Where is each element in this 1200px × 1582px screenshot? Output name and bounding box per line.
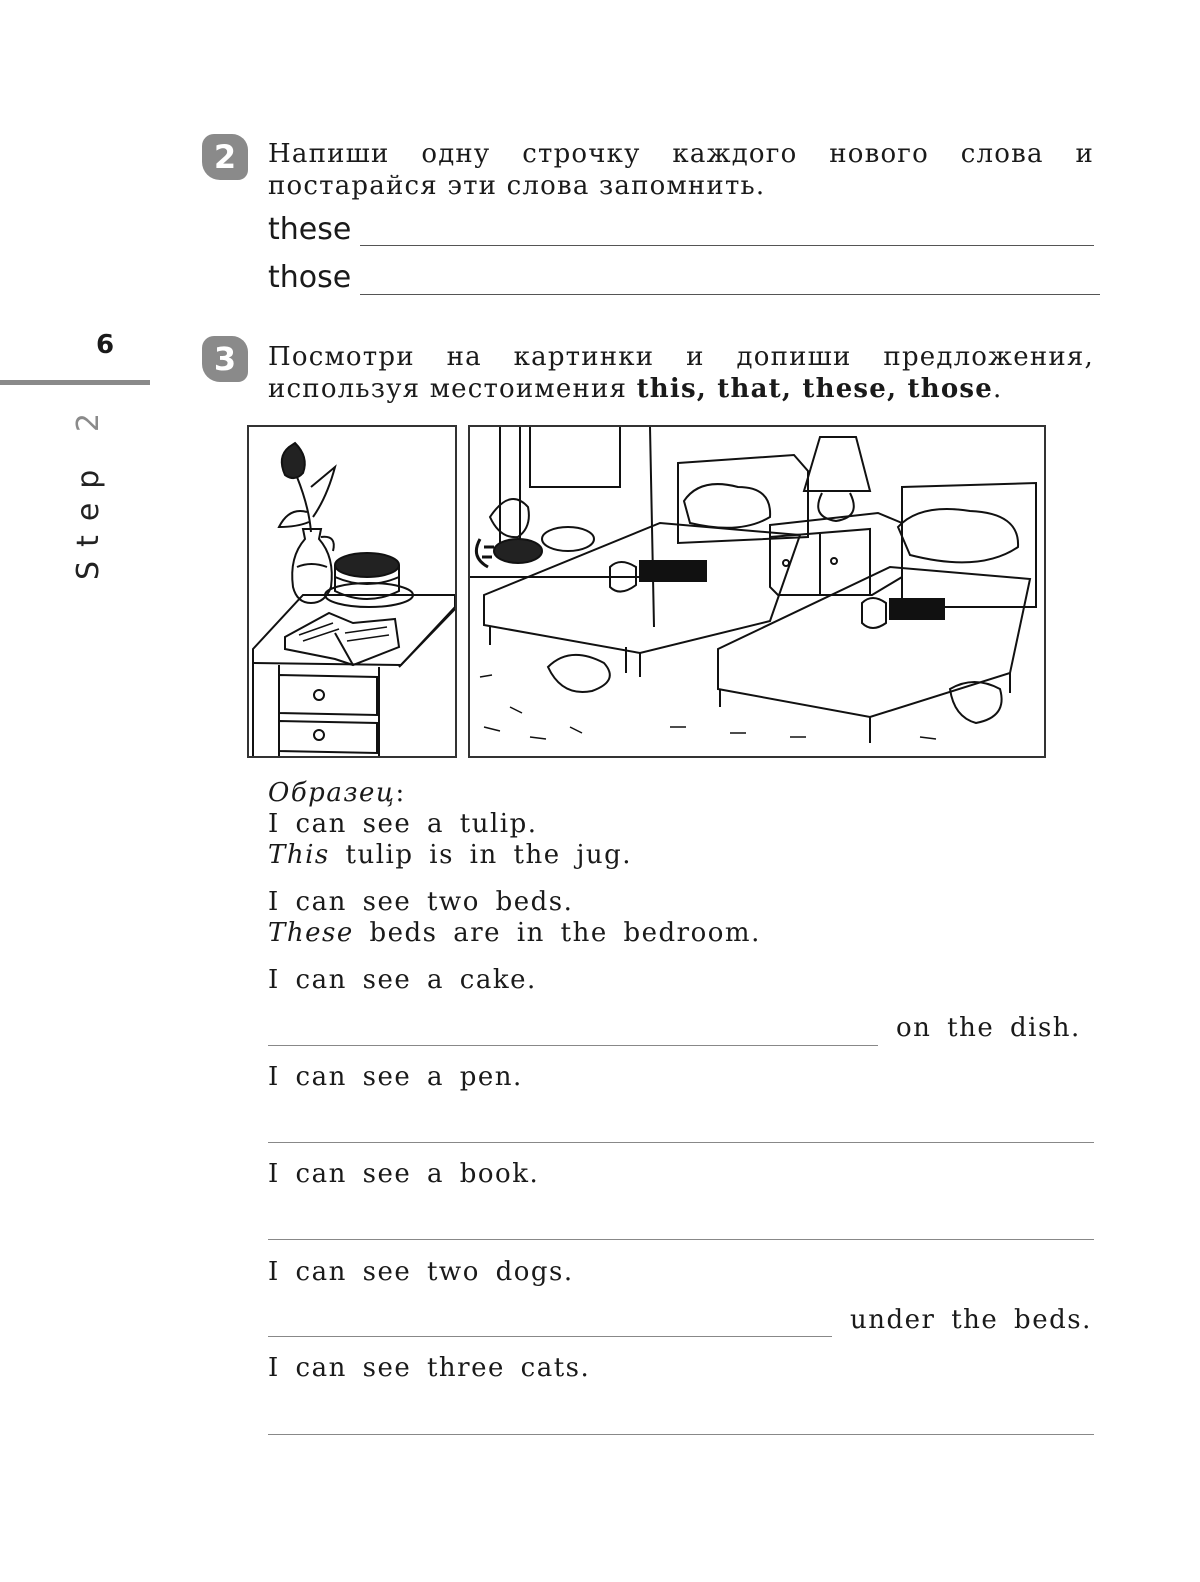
item-pen-answer-line[interactable] — [268, 1142, 1094, 1143]
picture-table — [247, 425, 457, 758]
picture-bedroom — [468, 425, 1046, 758]
sample1-line1: I can see a tulip. — [268, 809, 538, 839]
word-those: those — [268, 260, 352, 295]
item-book-prompt: I can see a book. — [268, 1159, 540, 1189]
item-pen-prompt: I can see a pen. — [268, 1062, 523, 1092]
sample2-rest: beds are in the bedroom. — [353, 918, 761, 948]
sample1-line2 — [268, 840, 632, 870]
sample-label-text: Образец — [268, 778, 396, 808]
item-dogs-suffix: under the beds. — [850, 1305, 1092, 1335]
page-number-rule — [0, 380, 150, 385]
item-cake-suffix: on the dish. — [896, 1013, 1081, 1043]
task-3-badge: 3 — [202, 336, 248, 382]
sample1-pronoun: This — [268, 840, 330, 870]
item-dogs-prompt: I can see two dogs. — [268, 1257, 574, 1287]
sample2-line1: I can see two beds. — [268, 887, 574, 917]
page-number: 6 — [96, 330, 115, 360]
table-illustration — [249, 427, 455, 756]
sample2-pronoun: These — [268, 918, 354, 948]
task-2-instruction: Напиши одну строчку каждого нового слова и постарайся эти слова запомнить. — [268, 139, 1094, 201]
sample1-rest: tulip is in the jug. — [329, 840, 633, 870]
step-label — [71, 399, 106, 580]
item-cake-answer-line[interactable] — [268, 1045, 878, 1046]
step-word: Step — [70, 455, 106, 580]
task-3-pronouns: this, that, these, those — [636, 374, 993, 404]
task-3-instruction — [268, 341, 1094, 405]
step-number: 2 — [70, 399, 106, 433]
writing-line-those[interactable] — [360, 294, 1100, 295]
item-dogs-answer-line[interactable] — [268, 1336, 832, 1337]
task-3-instruction-text: Посмотри на картинки и допиши предложения, используя местоимения — [268, 342, 1094, 404]
task-3-instruction-end: . — [992, 374, 1003, 404]
item-cats-prompt: I can see three cats. — [268, 1353, 591, 1383]
bedroom-illustration — [470, 427, 1044, 756]
task-2-badge: 2 — [202, 134, 248, 180]
sample-label — [268, 778, 406, 808]
item-cake-prompt: I can see a cake. — [268, 965, 537, 995]
writing-line-these[interactable] — [360, 245, 1094, 246]
word-these: these — [268, 212, 352, 247]
item-book-answer-line[interactable] — [268, 1239, 1094, 1240]
sample2-line2 — [268, 918, 761, 948]
sample-label-colon: : — [395, 778, 406, 808]
item-cats-answer-line[interactable] — [268, 1434, 1094, 1435]
